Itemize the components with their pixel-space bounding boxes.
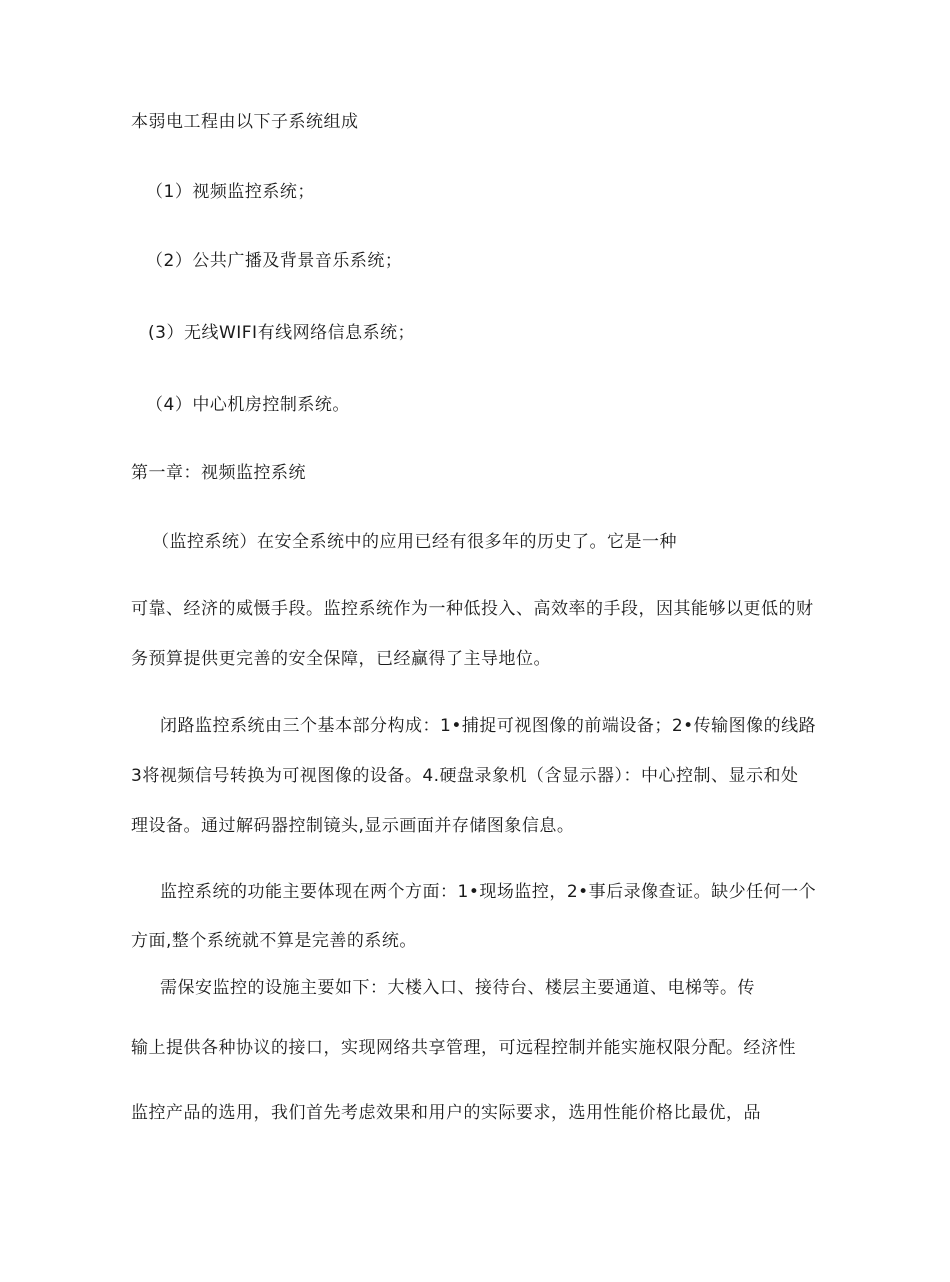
intro-line: 本弱电工程由以下子系统组成 [131,112,359,132]
paragraph-1-line-3: 务预算提供更完善的安全保障，已经赢得了主导地位。 [131,649,551,669]
paragraph-1-line-1: （监控系统）在安全系统中的应用已经有很多年的历史了。它是一种 [152,532,677,552]
subsystem-item-1: （1）视频监控系统； [146,182,315,202]
paragraph-2-line-1: 闭路监控系统由三个基本部分构成：1•捕捉可视图像的前端设备；2•传输图像的线路 [160,716,817,736]
paragraph-4-line-2: 输上提供各种协议的接口，实现网络共享管理，可远程控制并能实施权限分配。经济性 [131,1038,796,1058]
paragraph-2-line-3: 理设备。通过解码器控制镜头,显示画面并存储图象信息。 [131,816,575,836]
paragraph-4-line-1: 需保安监控的设施主要如下：大楼入口、接待台、楼层主要通道、电梯等。传 [160,978,755,998]
paragraph-3-line-2: 方面,整个系统就不算是完善的系统。 [131,931,417,951]
paragraph-2-line-2: 3将视频信号转换为可视图像的设备。4.硬盘录象机（含显示器）：中心控制、显示和处 [131,766,799,786]
paragraph-5-line-1: 监控产品的选用，我们首先考虑效果和用户的实际要求，选用性能价格比最优，品 [131,1103,761,1123]
subsystem-item-3: (3）无线WIFI有线网络信息系统； [148,323,416,343]
paragraph-3-line-1: 监控系统的功能主要体现在两个方面：1•现场监控，2•事后录像查证。缺少任何一个 [160,882,817,902]
subsystem-item-2: （2）公共广播及背景音乐系统； [146,251,403,271]
paragraph-1-line-2: 可靠、经济的威慑手段。监控系统作为一种低投入、高效率的手段，因其能够以更低的财 [131,599,814,619]
subsystem-item-4: （4）中心机房控制系统。 [146,395,350,415]
chapter-title: 第一章：视频监控系统 [131,463,306,483]
